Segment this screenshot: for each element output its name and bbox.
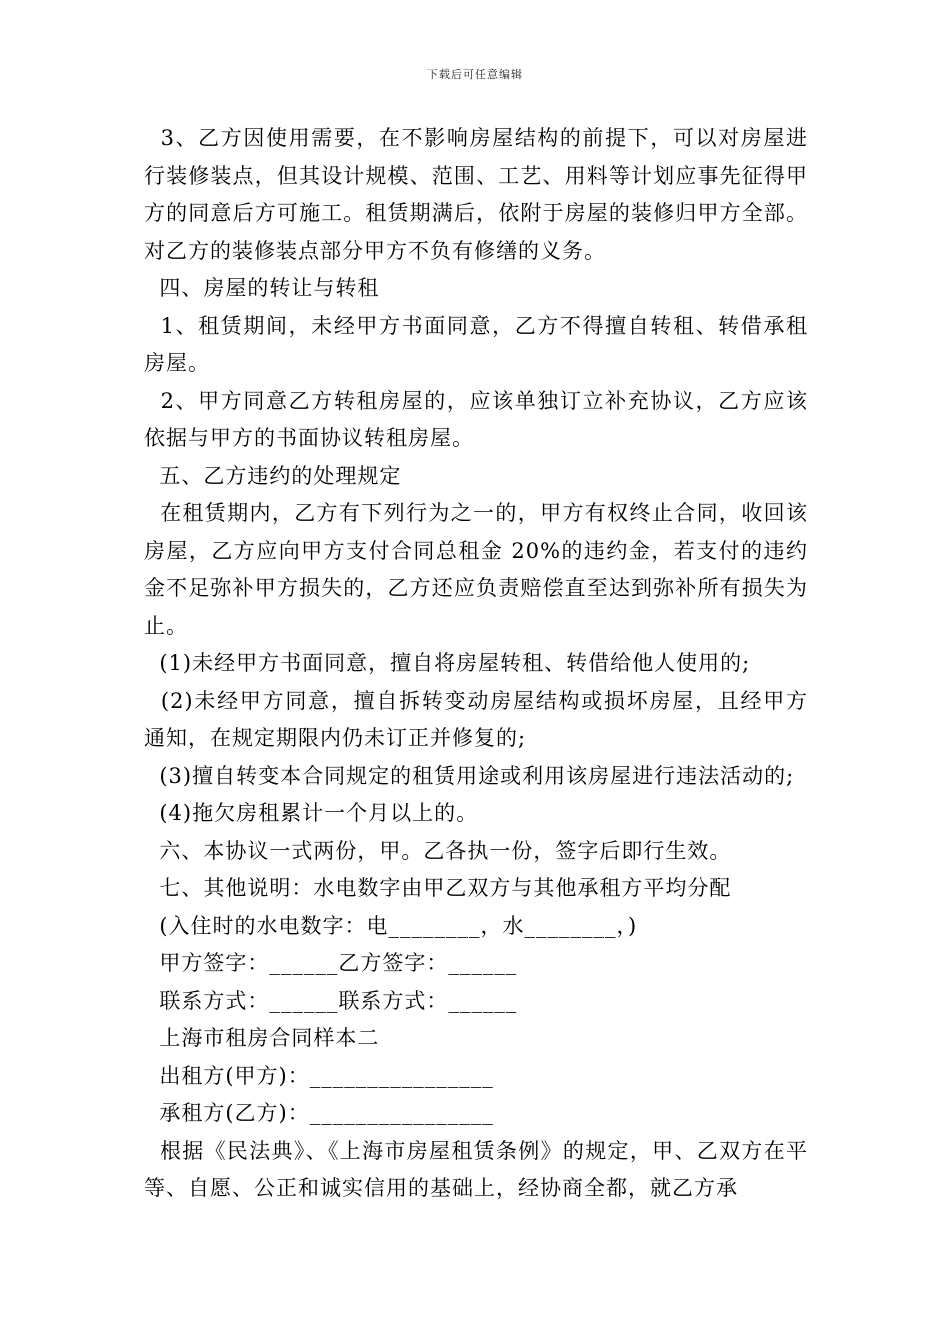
utility-readings-line: (入住时的水电数字：电________，水________，) <box>144 913 638 938</box>
list-item-breach-3: (3)擅自转变本合同规定的租赁用途或利用该房屋进行违法活动的; <box>144 763 795 788</box>
list-item-breach-1: (1)未经甲方书面同意，擅自将房屋转租、转借给他人使用的; <box>144 651 751 675</box>
paragraph-clause-4-2: 2、甲方同意乙方转租房屋的，应该单独订立补充协议，乙方应该依据与甲方的书面协议转租房屋。 <box>144 388 808 450</box>
paragraph-clause-4-1: 1、租赁期间，未经甲方书面同意，乙方不得擅自转租、转借承租房屋。 <box>144 313 808 375</box>
paragraph-clause-3: 3、乙方因使用需要，在不影响房屋结构的前提下，可以对房屋进行装修装点，但其设计规模、范围、工艺、用料等计划应事先征得甲方的同意后方可施工。租赁期满后，依附于房屋的装修归甲方全部。对乙方的装修装点部分甲方不负有修缮的义务。 <box>144 126 808 263</box>
lessee-line: 承租方(乙方)：________________ <box>144 1101 494 1125</box>
sample-two-title: 上海市租房合同样本二 <box>144 1026 380 1050</box>
document-body <box>144 120 808 1208</box>
page-header: 下载后可任意编辑 <box>427 68 523 81</box>
list-item-breach-2: (2)未经甲方同意，擅自拆转变动房屋结构或损坏房屋，且经甲方通知，在规定期限内仍未订正并修复的; <box>144 688 809 750</box>
contact-line: 联系方式：______联系方式：______ <box>144 988 518 1013</box>
lessor-line: 出租方(甲方)：________________ <box>144 1063 494 1088</box>
section-heading-6: 六、本协议一式两份，甲。乙各执一份，签字后即行生效。 <box>144 838 732 863</box>
section-heading-7: 七、其他说明：水电数字由甲乙双方与其他承租方平均分配 <box>144 876 732 900</box>
section-heading-5: 五、乙方违约的处理规定 <box>144 463 402 488</box>
signature-line: 甲方签字：______乙方签字：______ <box>144 951 518 975</box>
paragraph-breach-intro: 在租赁期内，乙方有下列行为之一的，甲方有权终止合同，收回该房屋，乙方应向甲方支付合同总租金 20%的违约金，若支付的违约金不足弥补甲方损失的，乙方还应负责赔偿直至达到弥补所有损失为止。 <box>144 501 808 638</box>
paragraph-preamble: 根据《民法典》、《上海市房屋租赁条例》的规定，甲、乙双方在平等、自愿、公正和诚实信用的基础上，经协商全都，就乙方承 <box>144 1138 809 1200</box>
section-heading-4: 四、房屋的转让与转租 <box>144 276 380 300</box>
list-item-breach-4: (4)拖欠房租累计一个月以上的。 <box>144 801 479 825</box>
